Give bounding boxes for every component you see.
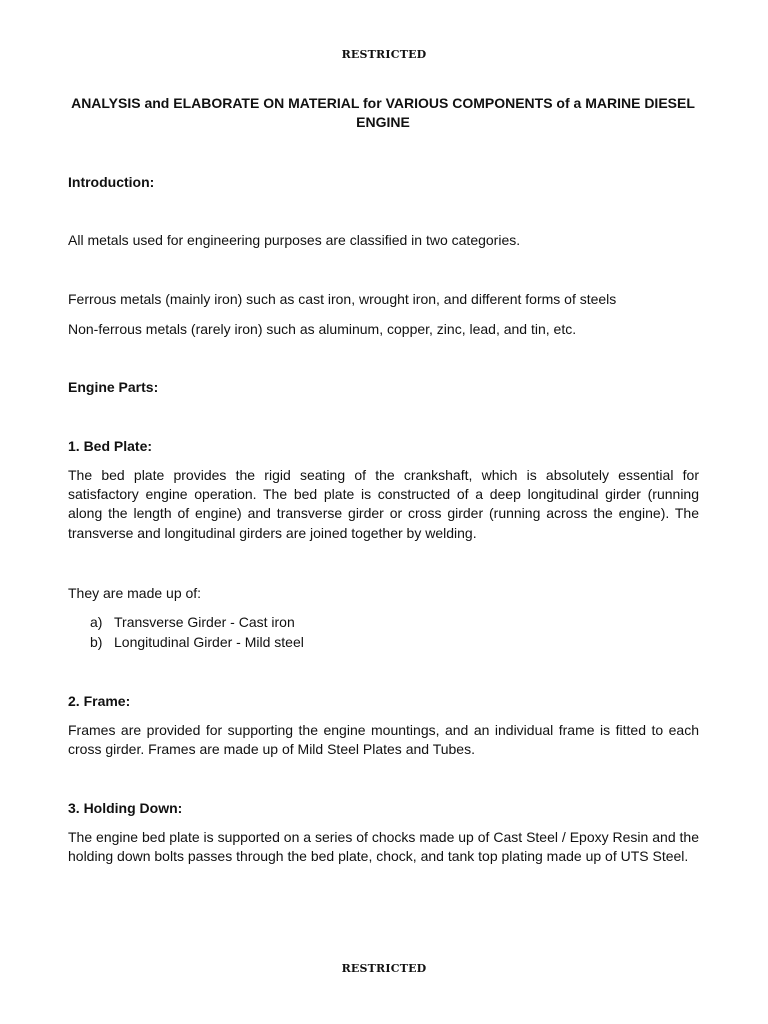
list-item-text: Longitudinal Girder - Mild steel xyxy=(114,634,304,650)
frame-heading: 2. Frame: xyxy=(68,693,131,709)
bed-plate-materials-list xyxy=(90,612,304,652)
list-marker: a) xyxy=(90,614,103,630)
ferrous-metals-paragraph: Ferrous metals (mainly iron) such as cast iron, wrought iron, and different forms of steels xyxy=(68,291,617,307)
list-item xyxy=(90,612,304,632)
introduction-heading: Introduction: xyxy=(68,174,155,190)
introduction-paragraph-1: All metals used for engineering purposes are classified in two categories. xyxy=(68,232,521,248)
frame-paragraph: Frames are provided for supporting the engine mountings, and an individual frame is fitted to each cross girder. Frames are made up of Mild Steel Plates and Tubes. xyxy=(68,722,699,758)
list-marker: b) xyxy=(90,634,103,650)
non-ferrous-metals-paragraph: Non-ferrous metals (rarely iron) such as aluminum, copper, zinc, lead, and tin, etc. xyxy=(68,321,577,337)
bed-plate-paragraph: The bed plate provides the rigid seating of the crankshaft, which is absolutely essential for satisfactory engine operation. The bed plate is constructed of a deep longitudinal girder (running along the length of engine) and transverse girder or cross girder (running across the engine). The transverse and longitudinal girders are joined together by welding. xyxy=(68,467,699,541)
holding-down-paragraph: The engine bed plate is supported on a series of chocks made up of Cast Steel / Epoxy Resin and the holding down bolts passes through the bed plate, chock, and tank top plating made up of UTS Steel. xyxy=(68,829,699,865)
engine-parts-heading: Engine Parts: xyxy=(68,379,159,395)
list-item-text: Transverse Girder - Cast iron xyxy=(114,614,295,630)
bed-plate-heading: 1. Bed Plate: xyxy=(68,438,153,454)
bed-plate-made-of-label: They are made up of: xyxy=(68,585,202,601)
header-security-marking: RESTRICTED xyxy=(341,48,427,61)
list-item xyxy=(90,632,304,652)
footer-security-marking: RESTRICTED xyxy=(341,962,427,975)
document-title: ANALYSIS and ELABORATE ON MATERIAL for VARIOUS COMPONENTS of a MARINE DIESEL ENGINE xyxy=(71,95,695,130)
holding-down-heading: 3. Holding Down: xyxy=(68,800,183,816)
